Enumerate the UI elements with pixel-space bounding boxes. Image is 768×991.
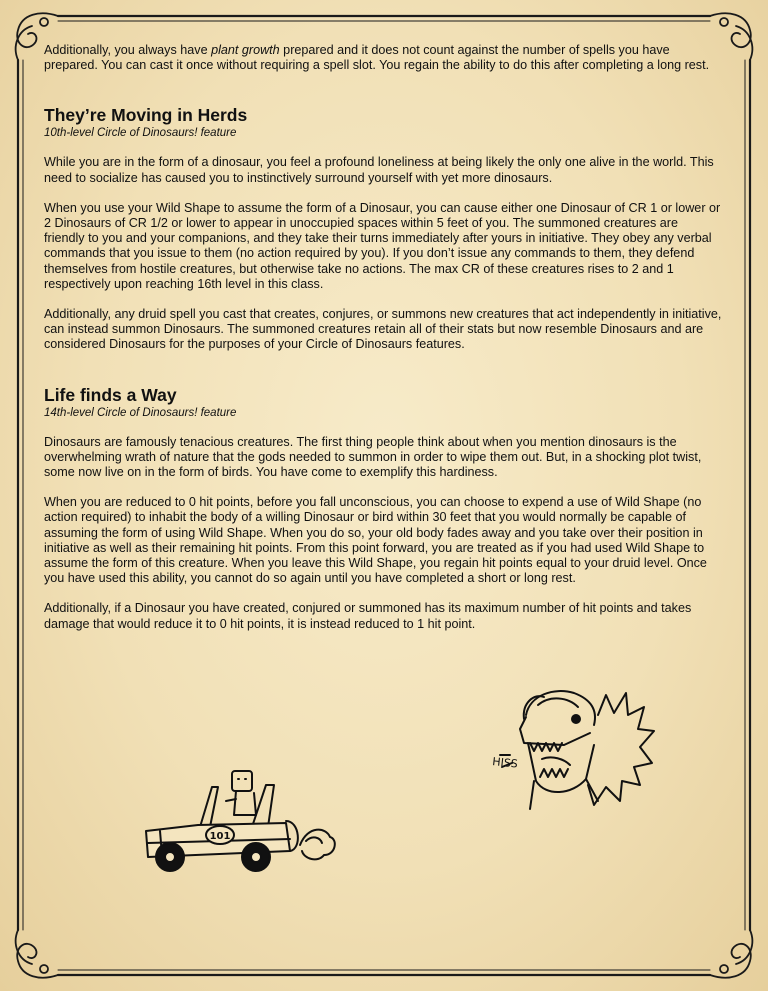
section-subtitle-life-finds-a-way: 14th-level Circle of Dinosaurs! feature: [44, 406, 237, 419]
driver-head: [232, 771, 252, 791]
spell-name-plant-growth: plant growth: [211, 43, 280, 57]
hiss-text: HISS: [491, 755, 519, 771]
section-title-life-finds-a-way: Life finds a Way: [44, 384, 177, 405]
intro-paragraph: Additionally, you always have plant growth prepared and it does not count against the number of spells you have prepared. You can cast it once without requiring a spell slot. You regain the ability to do this after completing a long rest.: [44, 43, 710, 73]
life-paragraph-2: When you are reduced to 0 hit points, before you fall unconscious, you can choose to expend a use of Wild Shape (no action required) to inhabit the body of a willing Dinosaur or bird within 30 feet that you would normally be capable of assuming the form of using Wild Shape. When you do so, your old body fades away and you take over their position in initiative as well as their remaining hit points. From this point forward, you are treated as if you had used Wild Shape to assume the form of this creature. When you leave this Wild Shape, you regain hit points equal to your druid level. Once you have used this ability, you cannot do so again until you have completed a short or long rest.: [44, 495, 707, 586]
corner-ornament-bottom-left: [16, 930, 58, 978]
section-title-herds: They’re Moving in Herds: [44, 105, 248, 126]
corner-ornament-bottom-right: [710, 930, 752, 978]
page-content: [44, 43, 722, 647]
herds-paragraph-3: Additionally, any druid spell you cast that creates, conjures, or summons new creatures that act independently in initiative, can instead summon Dinosaurs. The summoned creatures retain all of their stats but now resemble Dinosaurs and are considered Dinosaurs for the purposes of your Circle of Dinosaurs features.: [44, 307, 722, 352]
jeep-number: 101: [209, 831, 231, 842]
life-paragraph-3: Additionally, if a Dinosaur you have created, conjured or summoned has its maximum number of hit points and takes damage that would reduce it to 0 hit points, it is instead reduced to 1 hit point.: [44, 601, 692, 631]
herds-paragraph-1: While you are in the form of a dinosaur, you feel a profound loneliness at being likely the only one alive in the world. This need to socialize has caused you to instinctively surround yourself with yet more dinosaurs.: [44, 155, 714, 185]
herds-paragraph-2: When you use your Wild Shape to assume the form of a Dinosaur, you can cause either one Dinosaur of CR 1 or lower or 2 Dinosaurs of CR 1/2 or lower to appear in unoccupied spaces within 5 feet of you. The summoned creatures are friendly to you and your companions, and they take their turns immediately after yours in initiative. They obey any verbal commands that you issue to them (no action required by you). If you don’t issue any commands to them, they defend themselves from hostile creatures, but otherwise take no actions. The max CR of these creatures rises to 2 and 1 respectively upon reaching 16th level in this class.: [44, 200, 721, 291]
dilophosaurus-illustration: [490, 685, 665, 820]
jeep-illustration: [140, 765, 340, 875]
life-paragraph-1: Dinosaurs are famously tenacious creatures. The first thing people think about when you mention dinosaurs is the overwhelming wrath of nature that the gods needed to summon in order to wipe them out. But, in a shocking plot twist, some now live on in the form of birds. You have come to exemplify this hardiness.: [44, 434, 702, 480]
section-subtitle-herds: 10th-level Circle of Dinosaurs! feature: [44, 127, 237, 140]
